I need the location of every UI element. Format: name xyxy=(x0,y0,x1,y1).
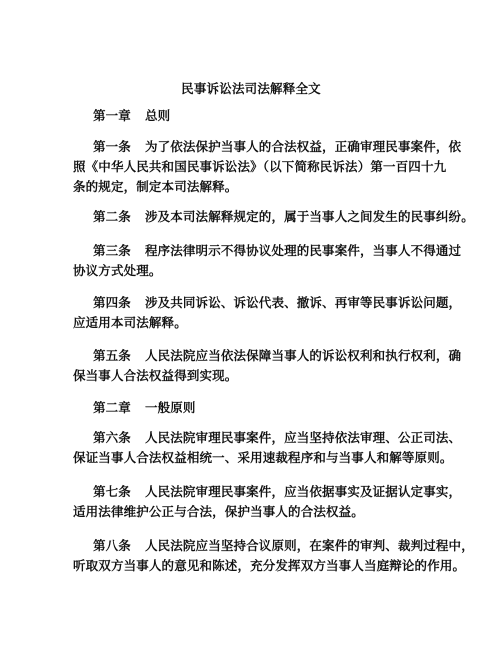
chapter-number: 第一章 xyxy=(93,108,131,123)
chapter-heading-2 xyxy=(73,398,443,418)
article-text-line: 程序法律明示不得协议处理的民事案件，当事人不得通过 xyxy=(144,243,462,258)
article-text-line: 人民法院审理民事案件，应当坚持依法审理、公正司法、 xyxy=(144,430,462,445)
article-number: 第六条 xyxy=(93,430,131,445)
article-text-line: 人民法院应当坚持合议原则，在案件的审判、裁判过程中， xyxy=(144,538,474,553)
article-text-line: 照《中华人民共和国民事诉讼法》（以下简称民诉法）第一百四十九 xyxy=(73,159,447,174)
article-3 xyxy=(73,241,462,281)
article-1 xyxy=(73,137,462,197)
article-text-line: 人民法院应当依法保障当事人的诉讼权利和执行权利，确 xyxy=(144,348,462,363)
article-text-line: 条的规定，制定本司法解释。 xyxy=(73,179,238,194)
article-text-line: 保证当事人合法权益相统一、采用速裁程序和与当事人和解等原则。 xyxy=(73,450,453,465)
article-number: 第三条 xyxy=(93,243,131,258)
article-6 xyxy=(73,428,462,468)
article-text-line: 听取双方当事人的意见和陈述，充分发挥双方当事人当庭辩论的作用。 xyxy=(73,558,466,573)
article-text-line: 涉及本司法解释规定的，属于当事人之间发生的民事纠纷。 xyxy=(144,209,474,224)
article-text-line: 保当事人合法权益得到实现。 xyxy=(73,368,238,383)
article-8 xyxy=(73,536,474,576)
chapter-name: 总则 xyxy=(144,108,171,123)
chapter-name: 一般原则 xyxy=(144,400,196,415)
document-title: 民事诉讼法司法解释全文 xyxy=(181,81,321,96)
article-5 xyxy=(73,346,462,386)
article-7 xyxy=(73,482,462,522)
chapter-number: 第二章 xyxy=(93,400,131,415)
chapter-heading-1 xyxy=(73,106,443,126)
article-number: 第八条 xyxy=(93,538,131,553)
article-4 xyxy=(73,293,462,333)
article-text-line: 涉及共同诉讼、诉讼代表、撤诉、再审等民事诉讼问题， xyxy=(144,295,462,310)
article-text-line: 人民法院审理民事案件，应当依据事实及证据认定事实， xyxy=(144,484,462,499)
article-text-line: 适用法律维护公正与合法，保护当事人的合法权益。 xyxy=(73,504,364,519)
article-text-line: 应适用本司法解释。 xyxy=(73,315,187,330)
article-text-line: 协议方式处理。 xyxy=(73,263,162,278)
article-number: 第七条 xyxy=(93,484,131,499)
article-2 xyxy=(73,207,474,227)
article-number: 第一条 xyxy=(93,139,131,154)
article-number: 第五条 xyxy=(93,348,131,363)
article-text-line: 为了依法保护当事人的合法权益，正确审理民事案件，依 xyxy=(144,139,462,154)
article-number: 第四条 xyxy=(93,295,131,310)
article-number: 第二条 xyxy=(93,209,131,224)
